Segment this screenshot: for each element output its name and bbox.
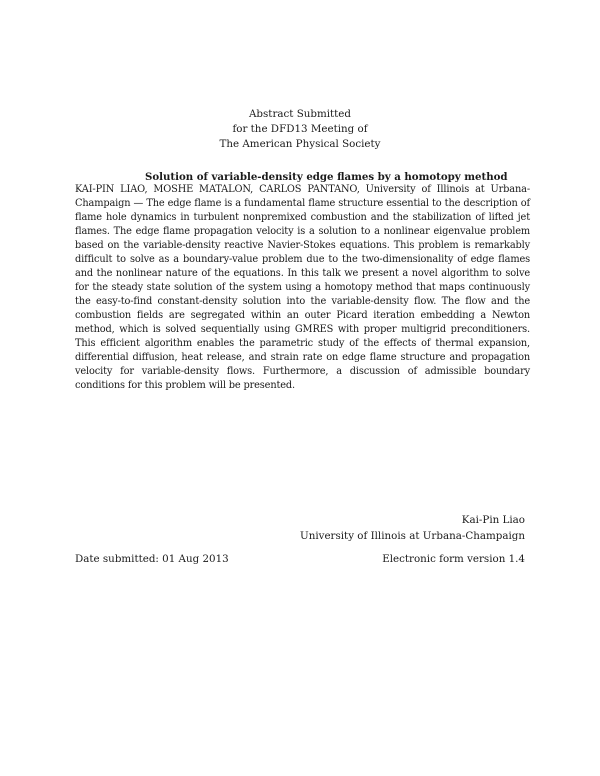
em-dash-separator: — (130, 198, 147, 209)
abstract-title: Solution of variable-density edge flames by a homotopy method (145, 171, 508, 183)
abstract-text: The edge flame is a fundamental flame structure essential to the description of flame hole dynamics in turbulent nonpremixed combustion and the stabilization of lifted jet flames. The edge flame propagation velocity is a solution to a nonlinear eigenvalue problem based on the variable-density reactive Navier-Stokes equations. This problem is remarkably difficult to solve as a boundary-value problem due to the two-dimensionality of edge flames and the nonlinear nature of the equations. In this talk we present a novel algorithm to solve for the steady state solution of the system using a homotopy method that maps continuously the easy-to-find constant-density solution into the variable-density flow. The flow and the combustion fields are segregated within an outer Picard iteration embedding a Newton method, which is solved sequentially using GMRES with proper multigrid preconditioners. This efficient algorithm enables the parametric study of the effects of thermal expansion, differential diffusion, heat release, and strain rate on edge flame structure and propagation velocity for variable-density flows. Furthermore, a discussion of admissible boundary conditions for this problem will be presented. (75, 198, 531, 391)
submitter-name: Kai-Pin Liao (461, 514, 525, 526)
submitter-signature (300, 512, 525, 544)
abstract-body (75, 183, 530, 393)
author-list: KAI-PIN LIAO, MOSHE MATALON, CARLOS PANTANO, University of Illinois at Urbana-Champaign (75, 184, 530, 209)
submission-header (0, 107, 600, 152)
submitter-affiliation: University of Illinois at Urbana-Champaign (300, 530, 525, 542)
header-line-meeting: for the DFD13 Meeting of (232, 123, 368, 135)
date-submitted: Date submitted: 01 Aug 2013 (75, 553, 229, 565)
header-line-abstract-submitted: Abstract Submitted (249, 108, 351, 120)
header-line-society: The American Physical Society (219, 138, 381, 150)
form-version: Electronic form version 1.4 (382, 553, 525, 565)
